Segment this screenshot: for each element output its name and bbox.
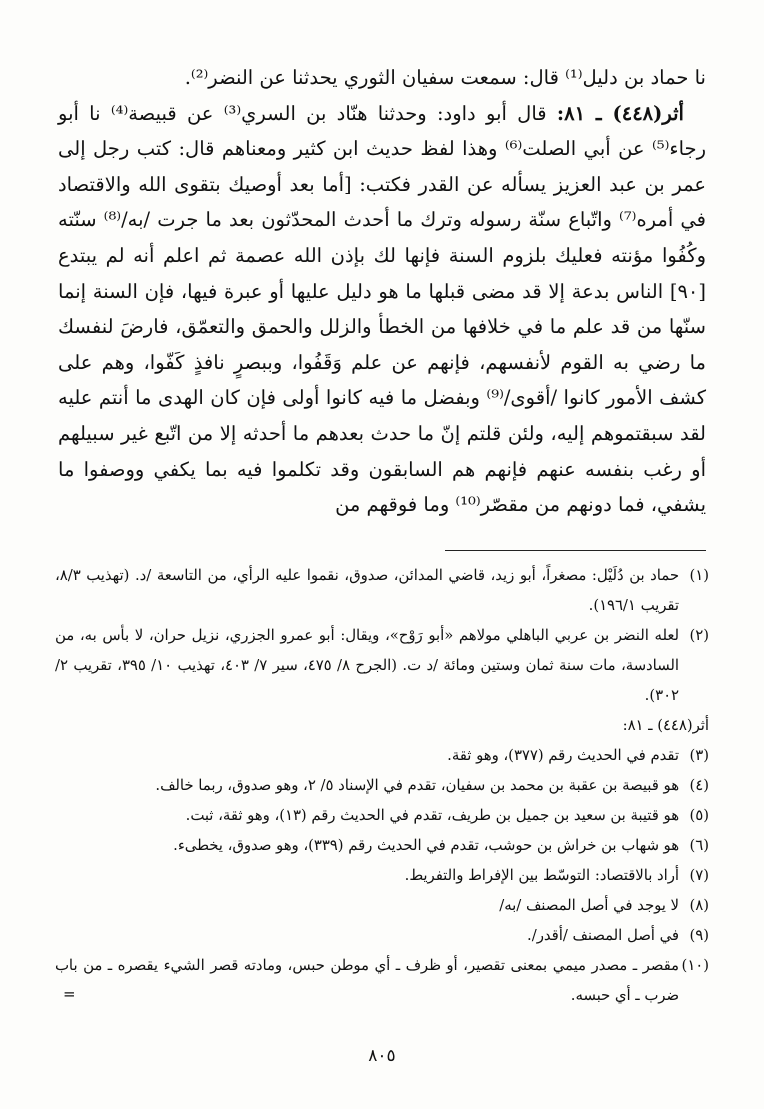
footnote-separator [445, 550, 706, 551]
footnote-number: (٦) [689, 837, 709, 854]
footnote-athar-heading [55, 711, 709, 741]
page-number: ٨٠٥ [368, 1046, 396, 1066]
continuation-mark: = [63, 985, 76, 1003]
footnote-text: أراد بالاقتصاد: التوسّط بين الإفراط والتفريط. [404, 867, 679, 884]
footnote-text: لعله النضر بن عربي الباهلي مولاهم «أبو رَوْح»، ويقال: أبو عمرو الجزري، نزيل حران، لا بأس به، من السادسة، مات سنة ثمان وستين ومائة /د ت. (الجرح ٨/ ٤٧٥، سير ٧/ ٤٠٣، تهذيب ١٠/ ٣٩٥، تقريب ٢/ ٣٠٢). [55, 627, 679, 704]
footnote-number: (٧) [689, 867, 709, 884]
footnote-text: حماد بن دُلَيْل: مصغراً، أبو زيد، قاضي المدائن، صدوق، نقموا عليه الرأي، من التاسعة /د. (تهذيب ٨/٣، تقريب ١٩٦/١). [55, 567, 679, 614]
athar-text: قال أبو داود: وحدثنا هنّاد بن السري⁽³⁾ عن قبيصة⁽⁴⁾ نا أبو رجاء⁽⁵⁾ عن أبي الصلت⁽⁶⁾ وهذا لفظ حديث ابن كثير ومعناهم قال: كتب رجل إلى عمر بن عبد العزيز يسأله عن القدر فكتب: [أما بعد أوصيك بتقوى الله والاقتصاد في أمره⁽⁷⁾ واتّباع سنّة رسوله وترك ما أحدث المحدّثون بعد ما جرت /به/⁽⁸⁾ سنّته وكُفُوا مؤنته فعليك بلزوم السنة فإنها لك بإذن الله عصمة ثم اعلم أنه لم يبتدع [٩٠] الناس بدعة إلا قد مضى قبلها ما هو دليل عليها أو عبرة فيها، فإن السنة إنما سنّها من قد علم ما في خلافها من الخطأ والزلل والحمق والتعمّق، فارضَ لنفسك ما رضي به القوم لأنفسهم، فإنهم عن علم وَقَفُوا، وببصرٍ نافذٍ كَفّوا، وهم على كشف الأمور كانوا /أقوى/⁽⁹⁾ وبفضل ما فيه كانوا أولى فإن كان الهدى ما أنتم عليه لقد سبقتموهم إليه، ولئن قلتم إنّ ما حدث بعدهم ما أحدثه إلا من اتّبع غير سبيلهم أو رغب بنفسه عنهم فإنهم هم السابقون وقد تكلموا فيه بما يكفي ووصفوا ما يشفي، فما دونهم من مقصّر⁽¹⁰⁾ وما فوقهم من [58, 101, 707, 517]
footnote-6 [55, 831, 709, 861]
footnote-2 [55, 621, 709, 711]
footnote-text: لا يوجد في أصل المصنف /به/ [499, 897, 679, 914]
footnote-10 [55, 951, 709, 1011]
footnote-text: مقصر ـ مصدر ميمي بمعنى تقصير، أو ظرف ـ أي موطن حبس، ومادته قصر الشيء يقصره ـ من باب ضرب ـ أي حبسه. [55, 957, 679, 1004]
footnote-number: (٩) [689, 927, 709, 944]
footnote-8 [55, 891, 709, 921]
footnote-text: تقدم في الحديث رقم (٣٧٧)، وهو ثقة. [447, 747, 679, 764]
footnote-1 [55, 561, 709, 621]
footnote-text: هو شهاب بن خراش بن حوشب، تقدم في الحديث رقم (٣٣٩)، وهو صدوق، يخطىء. [173, 837, 679, 854]
footnote-7 [55, 861, 709, 891]
footnote-4 [55, 771, 709, 801]
footnote-text: هو قتيبة بن سعيد بن جميل بن طريف، تقدم في الحديث رقم (١٣)، وهو ثقة، ثبت. [185, 807, 679, 824]
footnotes [55, 561, 709, 1011]
footnote-text: في أصل المصنف /أقدر/. [527, 927, 679, 944]
footnote-number: (٣) [689, 747, 709, 764]
footnote-5 [55, 801, 709, 831]
athar-heading: أثر(٤٤٨) ـ ٨١: [556, 101, 684, 125]
isnad-line: نا حماد بن دليل⁽¹⁾ قال: سمعت سفيان الثوري يحدثنا عن النضر⁽²⁾. [184, 66, 706, 89]
footnote-3 [55, 741, 709, 771]
footnote-number: (٨) [689, 897, 709, 914]
main-text-block [58, 60, 706, 523]
footnote-number: (٢) [689, 627, 709, 644]
footnote-number: (١) [689, 567, 709, 584]
footnote-number: (١٠) [681, 957, 709, 974]
footnote-number: (٥) [689, 807, 709, 824]
footnote-9 [55, 921, 709, 951]
footnote-text: هو قبيصة بن عقبة بن محمد بن سفيان، تقدم في الإسناد ٥/ ٢، وهو صدوق، ربما خالف. [155, 777, 679, 794]
athar-paragraph [58, 96, 706, 523]
footnote-number: (٤) [689, 777, 709, 794]
footnote-text: أثر(٤٤٨) ـ ٨١: [622, 717, 709, 734]
